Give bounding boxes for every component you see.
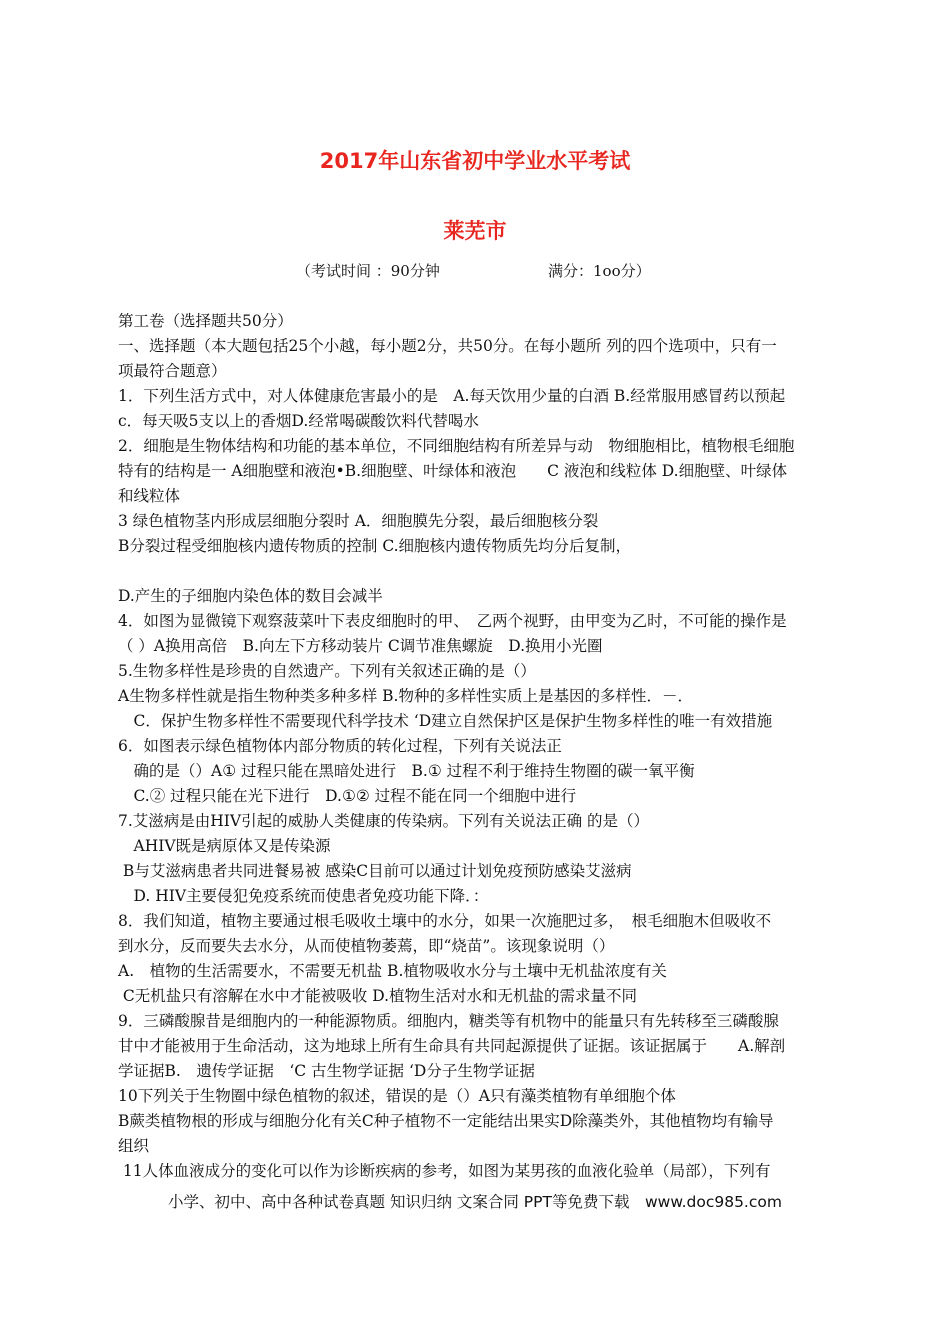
text-line: AHIV既是病原体又是传染源 [118, 837, 331, 855]
text-line: 确的是（）A① 过程只能在黑暗处进行 B.① 过程不利于维持生物圈的碳一氧平衡 [118, 762, 695, 780]
text-line: 7.艾滋病是由HIV引起的威胁人类健康的传染病。下列有关说法正确 的是（） [118, 812, 650, 830]
text-line: A. 植物的生活需要水，不需要无机盐 B.植物吸收水分与土壤中无机盐浓度有关 [118, 962, 667, 980]
text-line: B分裂过程受细胞核内遗传物质的控制 C.细胞核内遗传物质先均分后复制， [118, 537, 632, 555]
text-line: 2．细胞是生物体结构和功能的基本单位，不同细胞结构有所差异与动 物细胞相比，植物根毛细胞 [118, 437, 795, 455]
text-line: D.产生的子细胞内染色体的数目会减半 [118, 587, 383, 605]
text-line: 和线粒体 [118, 487, 181, 505]
text-line: 8．我们知道，植物主要通过根毛吸收土壤中的水分，如果一次施肥过多， 根毛细胞木但吸收不 [118, 912, 772, 930]
text-line: 甘中才能被用于生命活动，这为地球上所有生命具有共同起源提供了证据。该证据属于 A.解剖 [118, 1037, 786, 1055]
text-line: 项最符合题意） [118, 362, 227, 380]
text-line: 到水分，反而要失去水分，从而使植物萎蔫，即“烧苗”。该现象说明（） [118, 937, 615, 955]
text-line: 特有的结构是一 A细胞壁和液泡•B.细胞壁、叶绿体和液泡 C 液泡和线粒体 D.细胞壁、叶绿体 [118, 462, 788, 480]
text-line: c．每天吸5支以上的香烟D.经常喝碳酸饮料代替喝水 [118, 412, 479, 430]
text-line: C无机盐只有溶解在水中才能被吸收 D.植物生活对水和无机盐的需求量不同 [118, 987, 638, 1005]
text-line: 第工卷（选择题共50分） [118, 312, 293, 330]
exam-title: 2017年山东省初中学业水平考试 [319, 149, 631, 173]
text-line: 5.生物多样性是珍贵的自然遗产。下列有关叙述正确的是（） [118, 662, 536, 680]
text-line: A生物多样性就是指生物种类多种多样 B.物种的多样性实质上是基因的多样性．－． [118, 687, 693, 705]
text-line: B与艾滋病患者共同进餐易被 感染C目前可以通过计划免疫预防感染艾滋病 [118, 862, 632, 880]
text-line: D. HIV主要侵犯免疫系统而使患者免疫功能下降．： [118, 887, 489, 905]
text-line: C.② 过程只能在光下进行 D.①② 过程不能在同一个细胞中进行 [118, 787, 577, 805]
text-line: C．保护生物多样性不需要现代科学技术 ‘D建立自然保护区是保护生物多样性的唯一有效措施 [118, 712, 773, 730]
text-line: 6．如图表示绿色植物体内部分物质的转化过程，下列有关说法正 [118, 737, 562, 755]
text-line: （ ）A换用高倍 B.向左下方移动装片 C调节准焦螺旋 D.换用小光圈 [118, 637, 603, 655]
text-line: 1．下列生活方式中，对人体健康危害最小的是 A.每天饮用少量的白酒 B.经常服用感冒药以预起 [118, 387, 786, 405]
text-line: B蕨类植物根的形成与细胞分化有关C种子植物不一定能结出果实D除藻类外，其他植物均有输导 [118, 1112, 774, 1130]
text-line: 9．三磷酸腺昔是细胞内的一种能源物质。细胞内，糖类等有机物中的能量只有先转移至三磷酸腺 [118, 1012, 779, 1030]
text-line: 学证据B. 遗传学证据 ‘C 古生物学证据 ‘D分子生物学证据 [118, 1062, 535, 1080]
text-line: 一、选择题（本大题包括25个小越，每小题2分，共50分。在每小题所 列的四个选项中，只有一 [118, 337, 777, 355]
footer-ad: 小学、初中、高中各种试卷真题 知识归纳 文案合同 PPT等免费下载 www.doc985.com [168, 1193, 782, 1211]
text-line: 组织 [118, 1137, 150, 1155]
text-line: 4．如图为显微镜下观察菠菜叶下表皮细胞时的甲、 乙两个视野，由甲变为乙时，不可能的操作是 [118, 612, 787, 630]
exam-city-title: 莱芜市 [443, 219, 507, 243]
full-score: 满分：1oo分） [548, 262, 651, 280]
text-line: 10下列关于生物圈中绿色植物的叙述，错误的是（）A只有藻类植物有单细胞个体 [118, 1087, 676, 1105]
text-line: 11人体血液成分的变化可以作为诊断疾病的参考，如图为某男孩的血液化验单（局部），下列有 [118, 1162, 771, 1180]
exam-time: （考试时间 ：90分钟 [296, 262, 440, 280]
text-line: 3 绿色植物茎内形成层细胞分裂时 A．细胞膜先分裂，最后细胞核分裂 [118, 512, 599, 530]
